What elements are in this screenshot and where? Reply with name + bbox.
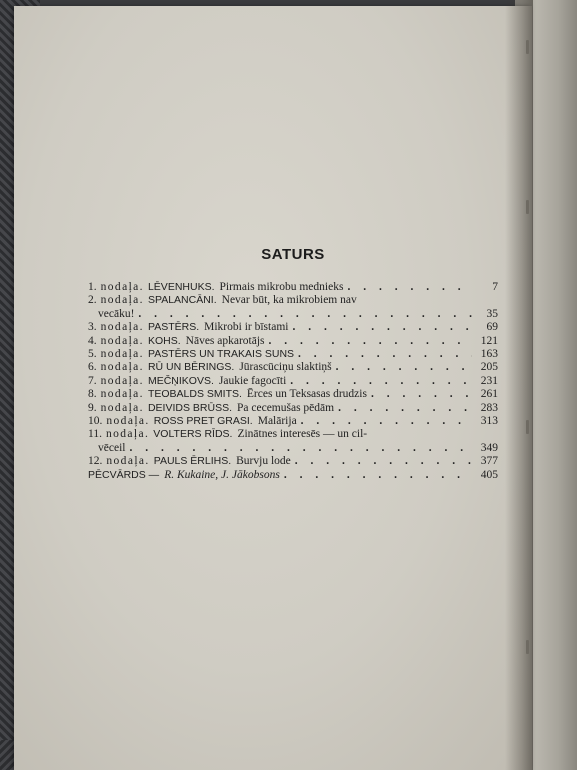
leader-dots — [292, 321, 472, 334]
page-number: 405 — [480, 468, 498, 481]
page-number: 7 — [492, 281, 498, 293]
toc-entry-afterword — [88, 469, 498, 482]
leader-dots — [129, 442, 472, 455]
page-number: 349 — [480, 441, 498, 454]
binding-shadow — [505, 0, 533, 770]
chapter-number: 5. — [88, 348, 97, 361]
chapter-subtitle: Jaukie fagocīti — [218, 374, 287, 387]
chapter-name: PASTĒRS UN TRAKAIS SUNS — [147, 348, 295, 361]
chapter-name: RŪ UN BĒRINGS. — [147, 361, 235, 374]
leader-dots — [295, 455, 472, 468]
toc-entry-7 — [88, 375, 498, 388]
page-number: 121 — [480, 334, 498, 347]
toc-entry-4 — [88, 335, 498, 348]
toc-entry-8 — [88, 388, 498, 401]
binding-stitch — [526, 200, 529, 214]
leader-dots — [371, 388, 472, 401]
chapter-subtitle: Burvju lode — [236, 455, 291, 468]
toc-entry-10 — [88, 415, 498, 428]
afterword-name: PĒCVĀRDS — — [88, 468, 160, 481]
leader-dots — [338, 402, 472, 415]
chapter-name: ROSS PRET GRASI. — [153, 415, 253, 428]
chapter-label: nodaļa. — [106, 455, 150, 468]
leader-dots — [336, 361, 472, 374]
chapter-name: PAULS ĒRLIHS. — [153, 455, 232, 468]
chapter-label: nodaļa. — [100, 334, 144, 347]
chapter-name: DEIVIDS BRŪSS. — [147, 401, 232, 414]
page-number: 35 — [486, 307, 498, 320]
chapter-label: nodaļa. — [100, 388, 144, 401]
chapter-subtitle-continued: vecāku! — [98, 307, 135, 320]
toc-entry-2 — [88, 294, 498, 321]
toc-title: SATURS — [261, 246, 325, 263]
chapter-name: TEOBALDS SMITS. — [147, 388, 242, 401]
page-number: 261 — [480, 388, 498, 401]
table-of-contents — [88, 246, 498, 482]
chapter-subtitle: Zinātnes interesēs — un cil- — [237, 428, 368, 441]
chapter-name: LĒVENHUKS. — [147, 281, 215, 293]
chapter-name: MEČŅIKOVS. — [147, 374, 214, 387]
binding-stitch — [526, 420, 529, 434]
chapter-subtitle: Pa cecemušas pēdām — [237, 401, 335, 414]
chapter-name: KOHS. — [147, 334, 181, 347]
leader-dots — [290, 375, 472, 388]
chapter-label: nodaļa. — [100, 321, 144, 334]
chapter-subtitle: Mikrobi ir bīstami — [204, 321, 289, 334]
chapter-number: 10. — [88, 415, 103, 428]
leader-dots — [298, 348, 472, 361]
chapter-label: nodaļa. — [106, 415, 150, 428]
chapter-subtitle: Ērces un Teksasas drudzis — [246, 388, 367, 401]
chapter-subtitle: Nevar būt, ka mikrobiem nav — [221, 294, 357, 307]
leader-dots — [301, 415, 472, 428]
toc-entry-9 — [88, 402, 498, 415]
chapter-label: nodaļa. — [100, 294, 144, 307]
chapter-number: 4. — [88, 334, 97, 347]
toc-entry-11 — [88, 428, 498, 455]
binding-stitch — [526, 640, 529, 654]
chapter-number: 6. — [88, 361, 97, 374]
chapter-label: nodaļa. — [100, 361, 144, 374]
chapter-subtitle: Pirmais mikrobu mednieks — [219, 281, 344, 293]
chapter-subtitle-continued: vēceil — [98, 441, 126, 454]
page-number: 163 — [480, 348, 498, 361]
page-number: 205 — [480, 361, 498, 374]
chapter-label: nodaļa. — [100, 348, 144, 361]
chapter-label: nodaļa. — [100, 281, 144, 293]
toc-entry-6 — [88, 361, 498, 374]
page-number: 231 — [480, 374, 498, 387]
chapter-name: PASTĒRS. — [147, 321, 200, 334]
chapter-number: 9. — [88, 401, 97, 414]
afterword-authors: R. Kukaine, J. Jākobsons — [164, 468, 280, 481]
toc-entry-3 — [88, 321, 498, 334]
leader-dots — [284, 469, 472, 482]
chapter-label: nodaļa. — [105, 428, 150, 441]
toc-entry-1 — [88, 281, 498, 294]
chapter-number: 3. — [88, 321, 97, 334]
chapter-label: nodaļa. — [100, 374, 144, 387]
toc-entry-5 — [88, 348, 498, 361]
page-number: 377 — [480, 455, 498, 468]
page-number: 69 — [486, 321, 498, 334]
chapter-number: 8. — [88, 388, 97, 401]
leader-dots — [269, 335, 472, 348]
chapter-subtitle: Jūrascūciņu slaktiņš — [239, 361, 332, 374]
chapter-number: 1. — [88, 281, 97, 293]
leader-dots — [138, 308, 472, 321]
page-number: 313 — [480, 415, 498, 428]
chapter-name: SPALANCĀNI. — [147, 294, 217, 307]
chapter-subtitle: Nāves apkarotājs — [185, 334, 265, 347]
chapter-label: nodaļa. — [100, 401, 144, 414]
page-number: 283 — [480, 401, 498, 414]
chapter-number: 7. — [88, 374, 97, 387]
toc-entry-12 — [88, 455, 498, 468]
chapter-number: 11. — [88, 428, 102, 441]
chapter-number: 2. — [88, 294, 97, 307]
chapter-name: VOLTERS RĪDS. — [153, 428, 233, 441]
leader-dots — [347, 281, 472, 294]
chapter-number: 12. — [88, 455, 103, 468]
chapter-subtitle: Malārija — [257, 415, 297, 428]
binding-stitch — [526, 40, 529, 54]
